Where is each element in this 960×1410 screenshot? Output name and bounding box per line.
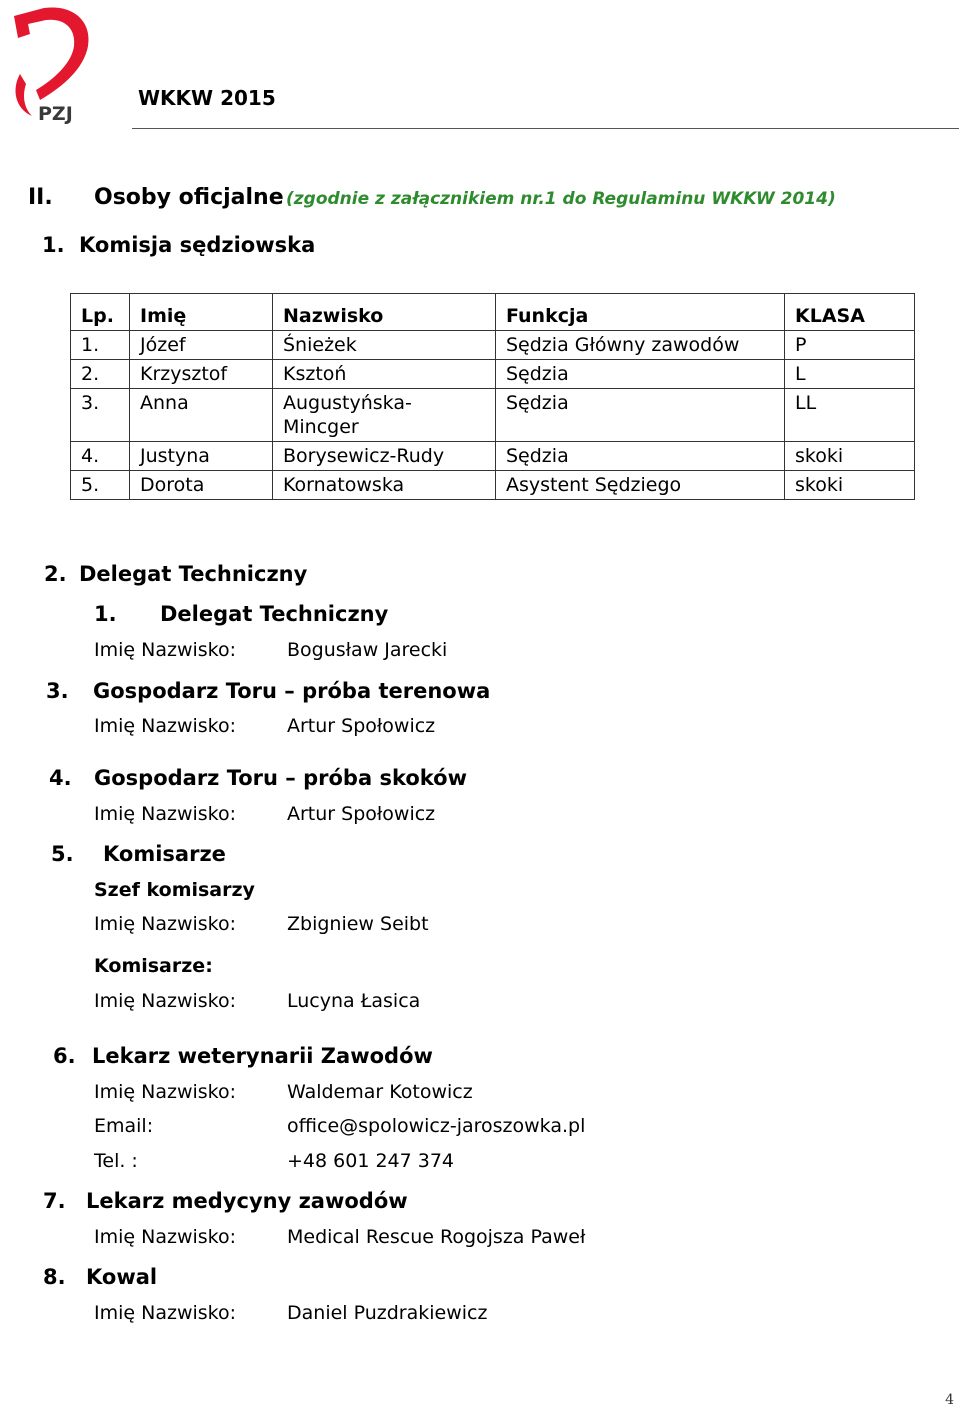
table-cell: 5. xyxy=(71,471,130,500)
s6-tel-value: +48 601 247 374 xyxy=(287,1150,455,1172)
s7-title: Lekarz medycyny zawodów xyxy=(86,1189,408,1213)
s8-title: Kowal xyxy=(86,1265,158,1289)
s8-name-label: Imię Nazwisko: xyxy=(94,1302,237,1324)
s7-name-value: Medical Rescue Rogojsza Paweł xyxy=(287,1226,586,1248)
pzj-logo xyxy=(6,4,92,124)
table-cell: Sędzia xyxy=(496,360,785,389)
table-cell: skoki xyxy=(785,442,915,471)
table-row xyxy=(71,389,915,442)
table-cell: Borysewicz-Rudy xyxy=(273,442,496,471)
logo-text: PZJ xyxy=(38,103,73,124)
table-header-cell: Nazwisko xyxy=(273,294,496,331)
s2-name-value: Bogusław Jarecki xyxy=(287,639,448,661)
judges-table xyxy=(70,293,915,500)
table-cell: Sędzia Główny zawodów xyxy=(496,331,785,360)
s6-number: 6. xyxy=(53,1044,76,1068)
s4-title: Gospodarz Toru – próba skoków xyxy=(94,766,467,790)
s3-number: 3. xyxy=(46,679,69,703)
table-cell: 4. xyxy=(71,442,130,471)
s1-number: 1. xyxy=(42,233,65,257)
s6-tel-label: Tel. : xyxy=(94,1150,138,1172)
table-cell: Krzysztof xyxy=(130,360,273,389)
table-cell: LL xyxy=(785,389,915,442)
table-cell: Śnieżek xyxy=(273,331,496,360)
table-cell: Dorota xyxy=(130,471,273,500)
s2-sub-number: 1. xyxy=(94,602,117,626)
table-header-cell: Funkcja xyxy=(496,294,785,331)
s2-title: Delegat Techniczny xyxy=(79,562,308,586)
s5-title: Komisarze xyxy=(103,842,226,866)
table-cell: Asystent Sędziego xyxy=(496,471,785,500)
document-title: WKKW 2015 xyxy=(138,86,276,110)
table-cell: 2. xyxy=(71,360,130,389)
table-cell: Augustyńska-Mincger xyxy=(273,389,496,442)
table-row xyxy=(71,331,915,360)
s3-name-label: Imię Nazwisko: xyxy=(94,715,237,737)
s2-number: 2. xyxy=(44,562,67,586)
section-number: II. xyxy=(28,185,53,210)
s6-name-value: Waldemar Kotowicz xyxy=(287,1081,473,1103)
table-cell: 1. xyxy=(71,331,130,360)
s8-name-value: Daniel Puzdrakiewicz xyxy=(287,1302,488,1324)
table-row xyxy=(71,442,915,471)
table-header-cell: Lp. xyxy=(71,294,130,331)
s5-chief-heading: Szef komisarzy xyxy=(94,879,255,901)
s6-name-label: Imię Nazwisko: xyxy=(94,1081,237,1103)
s5-steward-value: Lucyna Łasica xyxy=(287,990,421,1012)
s7-name-label: Imię Nazwisko: xyxy=(94,1226,237,1248)
table-cell: Ksztoń xyxy=(273,360,496,389)
s3-name-value: Artur Społowicz xyxy=(287,715,436,737)
table-cell: Justyna xyxy=(130,442,273,471)
pzj-logo-icon xyxy=(6,4,92,124)
table-cell: P xyxy=(785,331,915,360)
s7-number: 7. xyxy=(43,1189,66,1213)
table-header-cell: Imię xyxy=(130,294,273,331)
section-title: Osoby oficjalne xyxy=(94,185,284,210)
s6-email-label: Email: xyxy=(94,1115,154,1137)
s5-chief-value: Zbigniew Seibt xyxy=(287,913,429,935)
table-header-cell: KLASA xyxy=(785,294,915,331)
s5-chief-label: Imię Nazwisko: xyxy=(94,913,237,935)
s4-number: 4. xyxy=(49,766,72,790)
s5-steward-label: Imię Nazwisko: xyxy=(94,990,237,1012)
s4-name-value: Artur Społowicz xyxy=(287,803,436,825)
s2-sub-title: Delegat Techniczny xyxy=(160,602,389,626)
table-cell: 3. xyxy=(71,389,130,442)
table-cell: Kornatowska xyxy=(273,471,496,500)
table-cell: L xyxy=(785,360,915,389)
table-cell: Sędzia xyxy=(496,442,785,471)
s6-email-value: office@spolowicz-jaroszowka.pl xyxy=(287,1115,586,1137)
table-header-row xyxy=(71,294,915,331)
table-cell: skoki xyxy=(785,471,915,500)
s8-number: 8. xyxy=(43,1265,66,1289)
s5-stewards-heading: Komisarze: xyxy=(94,955,213,977)
table-cell: Anna xyxy=(130,389,273,442)
table-row xyxy=(71,360,915,389)
s5-number: 5. xyxy=(51,842,74,866)
section-subtitle: (zgodnie z załącznikiem nr.1 do Regulaminu WKKW 2014) xyxy=(286,189,836,209)
s4-name-label: Imię Nazwisko: xyxy=(94,803,237,825)
page-number: 4 xyxy=(945,1392,954,1408)
s3-title: Gospodarz Toru – próba terenowa xyxy=(93,679,491,703)
table-cell: Sędzia xyxy=(496,389,785,442)
header-divider xyxy=(132,128,959,129)
s2-name-label: Imię Nazwisko: xyxy=(94,639,237,661)
table-cell: Józef xyxy=(130,331,273,360)
s6-title: Lekarz weterynarii Zawodów xyxy=(92,1044,433,1068)
s1-title: Komisja sędziowska xyxy=(79,233,316,257)
table-row xyxy=(71,471,915,500)
